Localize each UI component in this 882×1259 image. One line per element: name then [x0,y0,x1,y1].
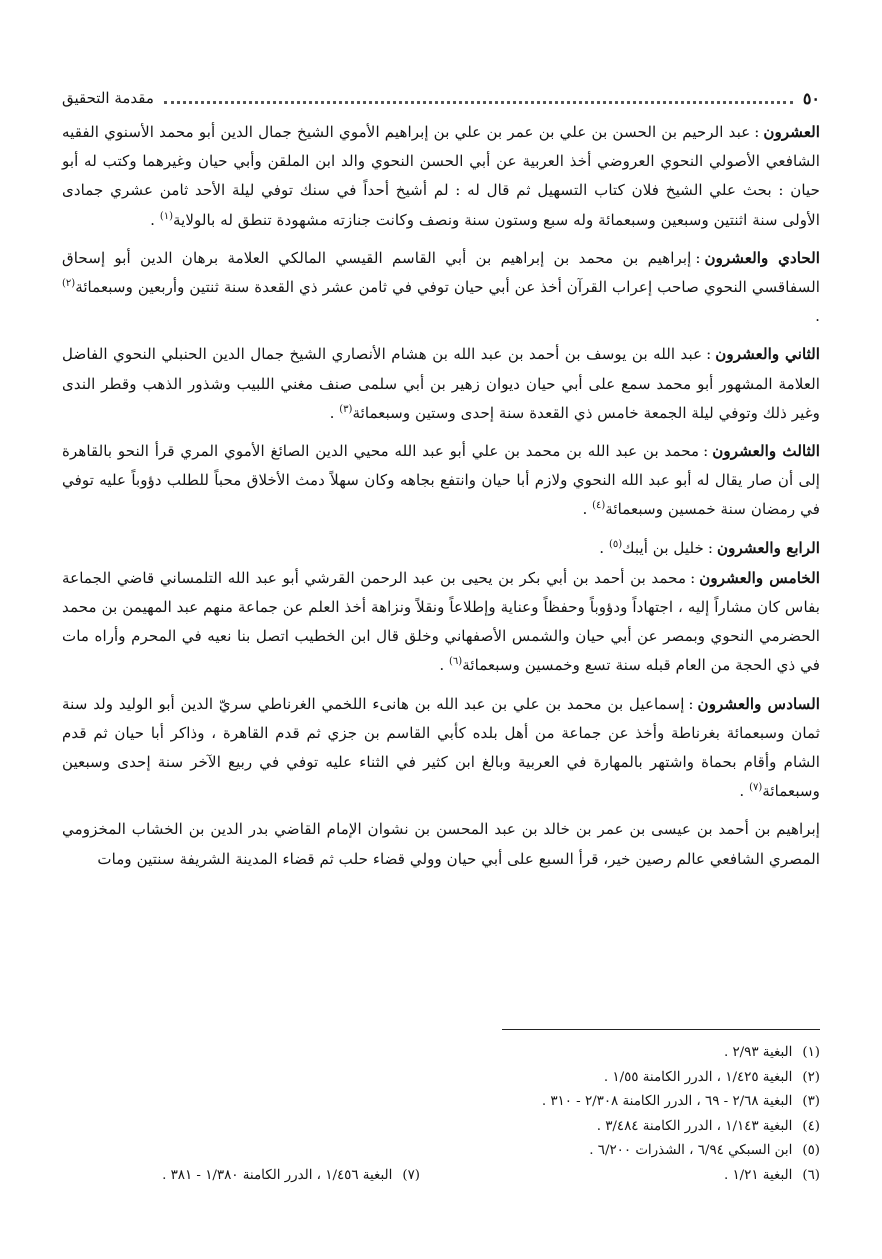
biography-entry [62,690,820,807]
entry-heading: الثالث والعشرون [712,442,821,461]
footnote-ref[interactable]: (٣) [339,403,353,415]
entry-text: خليل بن أيبك [622,538,704,557]
running-title: مقدمة التحقيق [62,89,154,107]
entry-text: عبد الرحيم بن الحسن بن علي بن عمر بن علي بن إبراهيم الأموي الشيخ جمال الدين أبو محمد الأسنوي الفقيه الشافعي الأصولي النحوي العروضي أخذ العربية عن أبي الحسن النحوي والد ابن الملقن وأبي حيان وغيرهما وكتب له أبو حيان : بحث علي الشيخ فلان كتاب التسهيل ثم قال له : لم أشيخ أحداً في سنك توفي ليلة الأحد ثامن عشري جمادى الأولى سنة اثنتين وسبعين وسبعمائة وله سبع وستون سنة ونصف وكانت جنازته مشهودة تنطق له بالولاية [62,123,820,229]
footnote-text: البغية ١/٤٥٦ ، الدرر الكامنة ١/٣٨٠ - ٣٨١ . [162,1167,393,1183]
footnote-text: البغية ١/١٤٣ ، الدرر الكامنة ٣/٤٨٤ . [596,1118,793,1134]
entry-tail: . [329,403,340,422]
footnote-text: البغية ٢/٦٨ - ٦٩ ، الدرر الكامنة ٢/٣٠٨ - ٣١٠ . [541,1094,793,1110]
footnote-text: ابن السبكي ٦/٩٤ ، الشذرات ٦/٢٠٠ . [589,1143,793,1159]
footnote [460,1041,820,1066]
entry-text: إبراهيم بن محمد بن إبراهيم بن أبي القاسم القيسي المالكي العلامة برهان الدين أبو إسحاق السفاقسي النحوي صاحب إعراب القرآن أخذ عن أبي حيان توفي في ثامن عشر ذي القعدة سنة ثنتين وأربعين وسبعمائة [62,248,820,297]
entry-heading: الحادي والعشرون [704,248,820,267]
biography-entry [62,340,820,428]
page-number: ٥٠ [802,88,820,108]
footnote [460,1139,820,1164]
footnote [460,1164,820,1189]
footnotes [62,1041,820,1189]
heading-separator: : [690,568,696,587]
footnote-ref[interactable]: (٢) [62,277,76,289]
heading-separator: : [707,538,714,557]
main-text [62,118,820,883]
biography-entry [62,534,820,563]
biography-entry [62,815,820,873]
footnote [460,1090,820,1115]
entry-text: إبراهيم بن أحمد بن عيسى بن عمر بن خالد بن عبد المحسن بن نشوان الإمام القاضي بدر الدين بن الخشاب المخزومي المصري الشافعي عالم رصين خير، قرأ السبع على أبي حيان وولي قضاء حلب ثم قضاء المدينة الشريفة سنتين ومات [62,820,820,868]
heading-separator: : [754,123,760,141]
biography-entry [62,437,820,525]
footnote [460,1115,820,1140]
entry-text: إسماعيل بن محمد بن علي بن عبد الله بن هانىء اللخمي الغرناطي سريّ الدين أبو الوليد ولد سنة ثمان وسبعمائة بغرناطة وأخذ عن جماعة من أهل بلده كأبي القاسم بن جزي ثم قدم القاهرة ، وذاكر أبا حيان ثم قدم الشام وأقام بحماة واشتهر بالمهارة في العربية وبالغ ابن كثير في الثناء عليه توفي في ربيع الآخر سنة إحدى وسبعين وسبعمائة [62,694,820,801]
footnote-ref[interactable]: (١) [159,210,174,222]
entry-text: محمد بن عبد الله بن محمد بن علي أبو عبد الله محيي الدين الصائغ الأموي المري قرأ النحو بالقاهرة إلى أن صار يقال له أبو عبد الله النحوي ولازم أبا حيان وانتفع بجاهه وكان سهلاً دمث الأخلاق محباً للطلب دؤوباً عليه توفي في رمضان سنة خمسين وسبعمائة [62,442,820,519]
footnote-number: (٥) [802,1143,820,1159]
entry-tail: . [439,656,450,675]
footnote-text: البغية ٢/٩٣ . [723,1045,793,1060]
footnote-text: البغية ١/٤٢٥ ، الدرر الكامنة ١/٥٥ . [603,1069,793,1085]
entry-tail: . [150,210,160,229]
footnote-row [62,1164,820,1189]
header-dotted-leader [164,101,793,104]
footnote [460,1066,820,1091]
heading-separator: : [695,248,701,267]
biography-entry [62,244,820,332]
footnote-row [62,1090,820,1115]
entry-heading: السادس والعشرون [697,694,820,713]
footnote-row [62,1066,820,1091]
footnote-number: (٣) [802,1094,820,1110]
footnote-row [62,1115,820,1140]
footnote-ref[interactable]: (٤) [592,500,606,512]
footnote-number: (٤) [802,1118,820,1134]
entry-tail: . [739,782,750,801]
footnote-text: البغية ١/٢١ . [723,1167,793,1183]
biography-entry [62,564,820,681]
footnote-ref[interactable]: (٦) [449,656,463,668]
entry-tail: . [582,500,593,519]
entry-heading: الخامس والعشرون [699,568,820,587]
heading-separator: : [688,694,694,713]
entry-heading: الثاني والعشرون [715,345,820,364]
biography-entry [62,118,820,235]
footnote-rule [502,1029,820,1030]
entry-text: عبد الله بن يوسف بن أحمد بن عبد الله بن هشام الأنصاري الشيخ جمال الدين الحنبلي النحوي الفاضل العلامة المشهور أبو محمد سمع على أبي حيان ديوان زهير بن أبي سلمى صنف مغني اللبيب وشذور الذهب وقطر الندى وغير ذلك وتوفي ليلة الجمعة خامس ذي القعدة سنة إحدى وستين وسبعمائة [62,345,820,422]
heading-separator: : [706,345,712,364]
entry-tail: . [599,538,609,557]
footnote-number: (١) [802,1045,820,1060]
footnote [62,1164,460,1189]
footnote-row [62,1139,820,1164]
footnote-ref[interactable]: (٧) [749,782,763,794]
footnote-number: (٦) [802,1167,820,1183]
page-header [62,84,820,112]
entry-heading: العشرون [763,123,820,141]
footnote-number: (٢) [802,1069,820,1085]
footnote-row [62,1041,820,1066]
heading-separator: : [703,442,709,461]
entry-tail: . [815,307,820,326]
entry-text: محمد بن أحمد بن أبي بكر بن يحيى بن عبد الرحمن القرشي أبو عبد الله التلمساني قاضي الجماعة بفاس كان مشاراً إليه ، اجتهاداً ودؤوباً وحفظاً وعناية وإطلاعاً ونقلاً ونزاهة أخذ العلم عن جماعة منهم عبد المهيمن بن محمد الحضرمي النحوي وبمصر عن أبي حيان والشمس الأصفهاني وخلق قال ابن الخطيب اتصل بنا نعيه في المحرم وأراه مات في ذي الحجة من العام قبله سنة تسع وخمسين وسبعمائة [62,568,820,675]
entry-heading: الرابع والعشرون [717,538,820,557]
footnote-ref[interactable]: (٥) [608,538,623,550]
footnote-number: (٧) [402,1167,420,1183]
